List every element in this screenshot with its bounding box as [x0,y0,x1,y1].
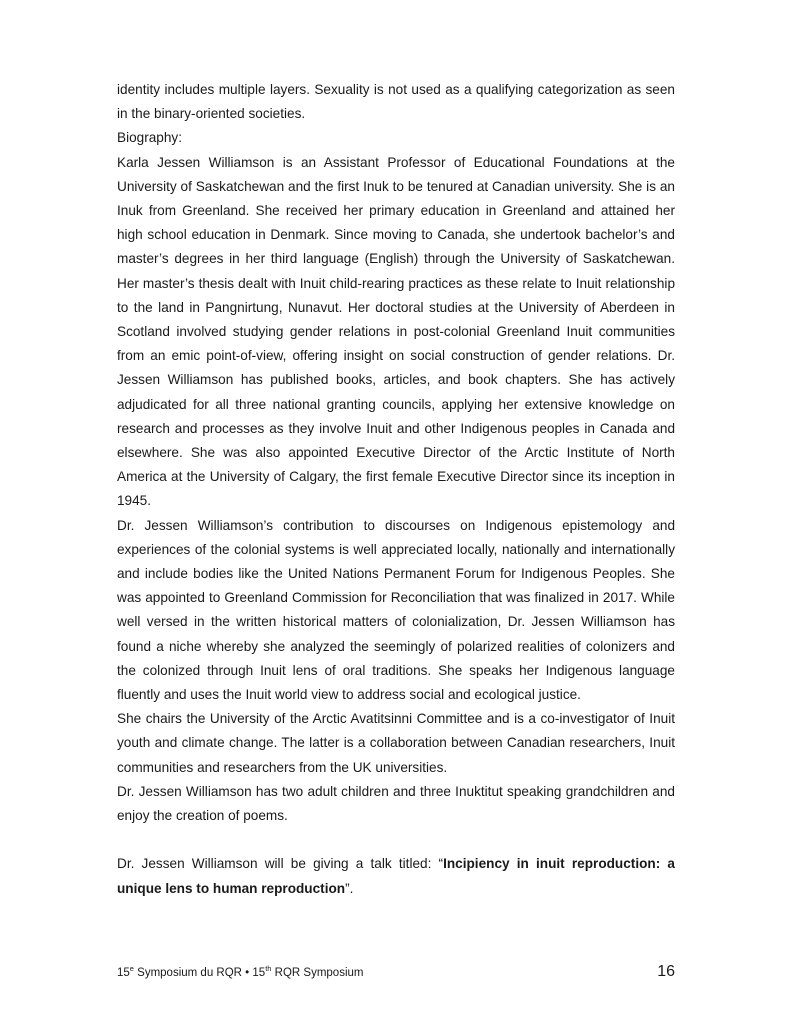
footer-sup-2: th [265,964,272,974]
intro-paragraph: identity includes multiple layers. Sexuality is not used as a qualifying categorization as seen in the binary-oriented societies. [117,82,675,122]
page-footer [117,963,675,985]
talk-prefix: Dr. Jessen Williamson will be giving a talk titled: “ [117,856,444,872]
bio-paragraph-3: She chairs the University of the Arctic Avatitsinni Committee and is a co-investigator of Inuit youth and climate change. The latter is a collaboration between Canadian researchers, Inuit communities and researchers from the UK universities. [117,711,675,775]
talk-title: Incipiency in inuit reproduction: a unique lens to human reproduction [117,856,675,896]
biography-heading: Biography: [117,130,182,146]
body-text [117,78,675,901]
footer-sup-1: e [129,964,134,974]
talk-paragraph [117,852,675,900]
footer-symposium-label [117,964,364,979]
page-number: 16 [657,963,675,980]
paragraph-gap [117,828,675,852]
footer-text-2: Symposium du RQR • 15 [133,967,266,979]
footer-text-1: 15 [117,967,130,979]
footer-text-3: RQR Symposium [271,967,364,979]
bio-paragraph-2: Dr. Jessen Williamson’s contribution to discourses on Indigenous epistemology and experiences of the colonial systems is well appreciated locally, nationally and internationally and include bodies like the United Nations Permanent Forum for Indigenous Peoples. She was appointed to Greenland Commission for Reconciliation that was finalized in 2017. While well versed in the written historical matters of colonialization, Dr. Jessen Williamson has found a niche whereby she analyzed the seemingly of polarized realities of colonizers and the colonized through Inuit lens of oral traditions. She speaks her Indigenous language fluently and uses the Inuit world view to address social and ecological justice. [117,517,675,703]
talk-suffix: ”. [345,880,354,896]
bio-paragraph-1: Karla Jessen Williamson is an Assistant Professor of Educational Foundations at the University of Saskatchewan and the first Inuk to be tenured at Canadian university. She is an Inuk from Greenland. She received her primary education in Greenland and attained her high school education in Denmark. Since moving to Canada, she undertook bachelor’s and master’s degrees in her third language (English) through the University of Saskatchewan. Her master’s thesis dealt with Inuit child-rearing practices as these relate to Inuit relationship to the land in Pangnirtung, Nunavut. Her doctoral studies at the University of Aberdeen in Scotland involved studying gender relations in post-colonial Greenland Inuit communities from an emic point-of-view, offering insight on social construction of gender relations. Dr. Jessen Williamson has published books, articles, and book chapters. She has actively adjudicated for all three national granting councils, applying her extensive knowledge on research and processes as they involve Inuit and other Indigenous peoples in Canada and elsewhere. She was also appointed Executive Director of the Arctic Institute of North America at the University of Calgary, the first female Executive Director since its inception in 1945. [117,154,675,509]
bio-paragraph-4: Dr. Jessen Williamson has two adult children and three Inuktitut speaking grandchildren and enjoy the creation of poems. [117,783,675,824]
